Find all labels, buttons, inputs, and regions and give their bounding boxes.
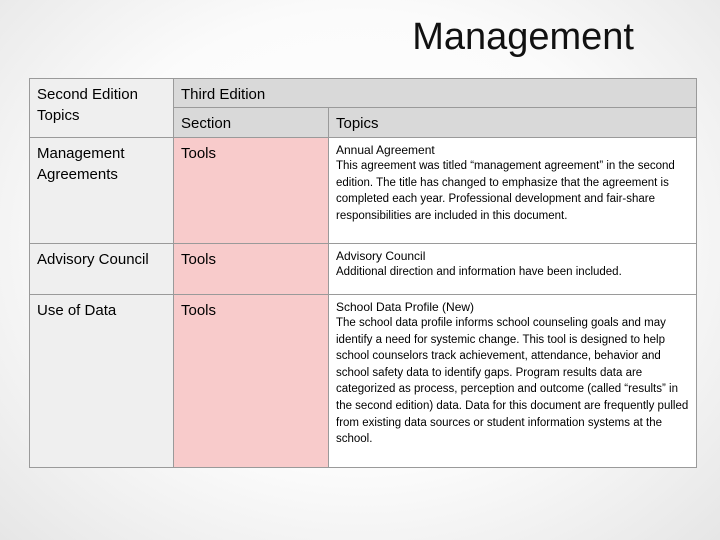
detail-title: Annual Agreement: [336, 143, 435, 157]
detail-cell: [329, 138, 697, 244]
table-row: [30, 244, 697, 295]
section-cell: [174, 244, 329, 295]
topic-cell: [30, 138, 174, 244]
header-second-edition-label: Second Edition Topics: [37, 86, 138, 124]
table-row: [30, 138, 697, 244]
header-cell-third-edition: [174, 79, 697, 108]
section-label: Tools: [181, 302, 217, 319]
header-topics-label: Topics: [336, 115, 379, 132]
section-cell: [174, 295, 329, 468]
header-cell-topics: [329, 108, 697, 138]
table-row: [30, 295, 697, 468]
header-section-label: Section: [181, 115, 232, 132]
topic-label: Management Agreements: [37, 145, 125, 183]
header-third-edition-label: Third Edition: [181, 86, 266, 103]
topic-label: Advisory Council: [37, 251, 149, 268]
header-cell-second-edition: [30, 79, 174, 138]
header-row-top: [30, 79, 697, 108]
topic-label: Use of Data: [37, 302, 117, 319]
detail-body: Additional direction and information have been included.: [336, 266, 622, 278]
topic-cell: [30, 295, 174, 468]
detail-body: The school data profile informs school counseling goals and may identify a need for systemic change. This tool is designed to help school counselors track achievement, attendance, behavior and school safety data to identify gaps. Program results data are categorized as process, perception and outcome (called “results” in the second edition) data. Data for this document are frequently pulled from existing data sources or student information systems at the school.: [336, 317, 689, 446]
slide-title: Management: [412, 16, 634, 58]
detail-cell: [329, 295, 697, 468]
topic-cell: [30, 244, 174, 295]
comparison-table: [29, 78, 697, 468]
section-label: Tools: [181, 251, 217, 268]
detail-body: This agreement was titled “management agreement” in the second edition. The title has changed to emphasize that the agreement is completed each year. Professional development and fair-share responsibilities are included in this document.: [336, 160, 675, 222]
detail-title: Advisory Council: [336, 249, 426, 263]
header-cell-section: [174, 108, 329, 138]
detail-title: School Data Profile (New): [336, 300, 475, 314]
section-label: Tools: [181, 145, 217, 162]
detail-cell: [329, 244, 697, 295]
section-cell: [174, 138, 329, 244]
